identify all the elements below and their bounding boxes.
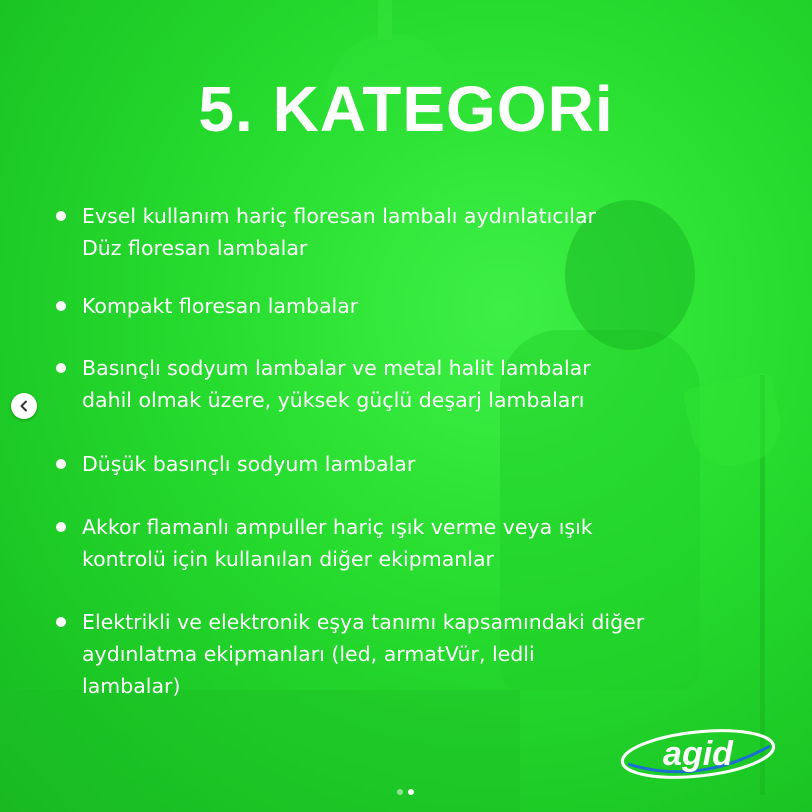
bullet-text: Basınçlı sodyum lambalar ve metal halit lambalar dahil olmak üzere, yüksek güçlü deşarj lambaları	[82, 356, 591, 412]
bullet-item	[54, 200, 754, 264]
bullet-dot-icon	[56, 617, 66, 627]
pagination-dot-active[interactable]	[408, 789, 414, 795]
bullet-text: Akkor flamanlı ampuller hariç ışık verme veya ışık kontrolü için kullanılan diğer ekipmanlar	[82, 515, 593, 571]
agid-logo	[618, 724, 778, 782]
carousel-pagination	[397, 789, 414, 795]
carousel-prev-button[interactable]	[11, 393, 37, 419]
bullet-text: Elektrikli ve elektronik eşya tanımı kapsamındaki diğer aydınlatma ekipmanları (led, armatVür, ledli lambalar)	[82, 610, 645, 698]
bullet-item	[54, 606, 754, 702]
chevron-left-icon	[18, 400, 30, 412]
bullet-item	[54, 511, 754, 575]
bullet-dot-icon	[56, 363, 66, 373]
bullet-text: Kompakt floresan lambalar	[82, 294, 359, 318]
bullet-text: Düşük basınçlı sodyum lambalar	[82, 452, 416, 476]
pagination-dot[interactable]	[397, 789, 403, 795]
background-bed	[0, 690, 520, 812]
bullet-dot-icon	[56, 301, 66, 311]
bullet-text: Evsel kullanım hariç floresan lambalı aydınlatıcılar Düz floresan lambalar	[82, 204, 596, 260]
slide-title: 5. KATEGORi	[198, 73, 614, 145]
bullet-item	[54, 290, 754, 322]
bullet-dot-icon	[56, 522, 66, 532]
bullet-item	[54, 352, 754, 416]
bullet-dot-icon	[56, 459, 66, 469]
bullet-dot-icon	[56, 211, 66, 221]
logo-text: agid	[663, 735, 733, 773]
bullet-item	[54, 448, 754, 480]
